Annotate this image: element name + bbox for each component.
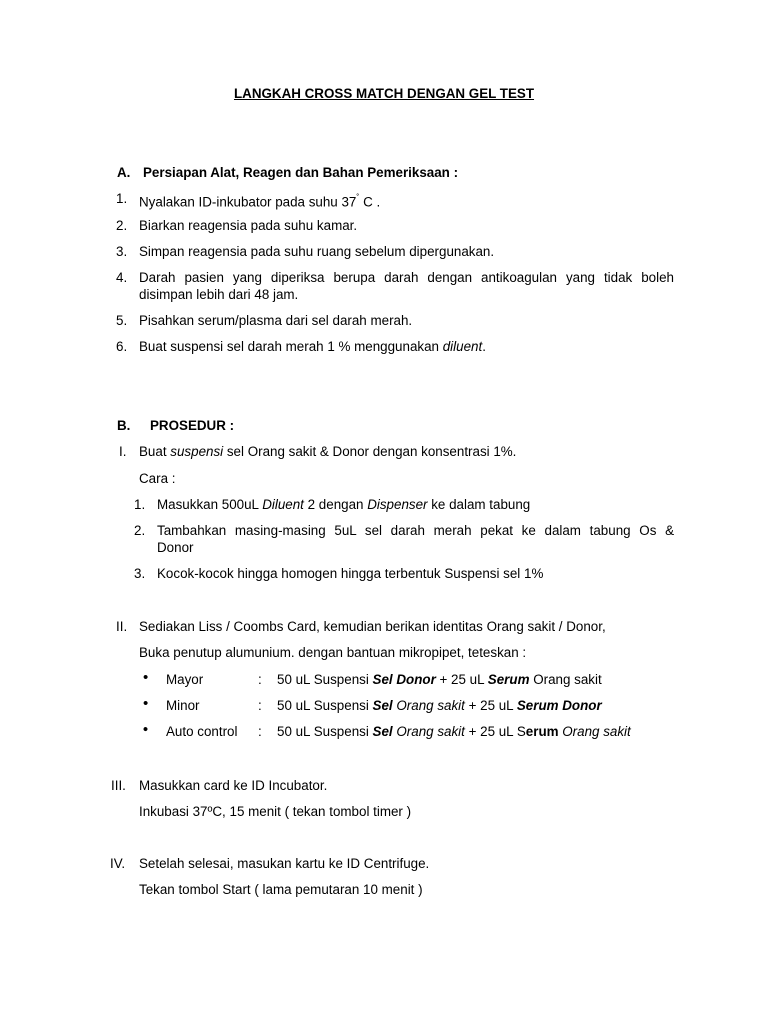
step-2-text: Sediakan Liss / Coombs Card, kemudian berikan identitas Orang sakit / Donor, — [139, 619, 606, 634]
step-4-num: IV. — [110, 856, 126, 871]
a-item-2-num: 2. — [116, 218, 128, 233]
a-item-1-num: 1. — [116, 191, 128, 206]
a-item-4-num: 4. — [116, 270, 128, 285]
step-3-text-2: Inkubasi 37ºC, 15 menit ( tekan tombol timer ) — [139, 804, 412, 819]
step-2-text-2: Buka penutup alumunium. dengan bantuan mikropipet, teteskan : — [139, 645, 527, 660]
a-item-4-line-1: Darah pasien yang diperiksa berupa darah dengan antikoagulan yang tidak boleh — [139, 270, 674, 285]
row-mayor-colon: : — [258, 672, 262, 687]
row-mayor-label: Mayor — [166, 672, 204, 687]
step-1-num: I. — [119, 444, 127, 459]
a-item-5-text: Pisahkan serum/plasma dari sel darah merah. — [139, 313, 413, 328]
a-item-6-text: Buat suspensi sel darah merah 1 % menggunakan diluent. — [139, 339, 486, 354]
a-item-4-line-2: disimpan lebih dari 48 jam. — [139, 287, 299, 302]
step-3-text: Masukkan card ke ID Incubator. — [139, 778, 328, 793]
a-item-1-text: Nyalakan ID-inkubator pada suhu 37˚ C . — [139, 193, 381, 210]
section-b-marker: B. — [117, 418, 131, 433]
b-item-2-line-1: Tambahkan masing-masing 5uL sel darah merah pekat ke dalam tabung Os & — [157, 523, 674, 538]
bullet-auto-control: • — [140, 720, 152, 739]
section-b-heading: PROSEDUR : — [150, 418, 235, 433]
step-3-num: III. — [111, 778, 126, 793]
a-item-6-num: 6. — [116, 339, 128, 354]
row-auto-control-label: Auto control — [166, 724, 238, 739]
a-item-2-text: Biarkan reagensia pada suhu kamar. — [139, 218, 358, 233]
row-minor-label: Minor — [166, 698, 200, 713]
section-a-heading: Persiapan Alat, Reagen dan Bahan Pemeriksaan : — [143, 165, 459, 180]
a-item-3-num: 3. — [116, 244, 128, 259]
step-4-text: Setelah selesai, masukan kartu ke ID Centrifuge. — [139, 856, 430, 871]
section-a-marker: A. — [117, 165, 131, 180]
b-item-3-num: 3. — [134, 566, 146, 581]
step-1-text: Buat suspensi sel Orang sakit & Donor dengan konsentrasi 1%. — [139, 444, 517, 459]
document-title: LANGKAH CROSS MATCH DENGAN GEL TEST — [233, 86, 535, 101]
bullet-mayor: • — [143, 669, 149, 686]
step-1-cara: Cara : — [139, 471, 176, 486]
a-item-3-text: Simpan reagensia pada suhu ruang sebelum dipergunakan. — [139, 244, 495, 259]
row-auto-control-colon: : — [258, 724, 262, 739]
row-auto-control-value: 50 uL Suspensi Sel Orang sakit + 25 uL Serum Orang sakit — [277, 724, 631, 739]
step-4-text-2: Tekan tombol Start ( lama pemutaran 10 menit ) — [139, 882, 423, 897]
b-item-2-line-2: Donor — [157, 540, 194, 555]
a-item-5-num: 5. — [116, 313, 128, 328]
b-item-1-num: 1. — [134, 497, 146, 512]
b-item-1-text: Masukkan 500uL Diluent 2 dengan Dispenser ke dalam tabung — [157, 497, 531, 512]
row-mayor-value: 50 uL Suspensi Sel Donor + 25 uL Serum Orang sakit — [277, 672, 602, 687]
b-item-2-num: 2. — [134, 523, 146, 538]
step-2-num: II. — [116, 619, 128, 634]
row-minor-colon: : — [258, 698, 262, 713]
b-item-3-text: Kocok-kocok hingga homogen hingga terbentuk Suspensi sel 1% — [157, 566, 544, 581]
row-minor-value: 50 uL Suspensi Sel Orang sakit + 25 uL Serum Donor — [277, 698, 602, 713]
bullet-minor: • — [143, 695, 149, 712]
